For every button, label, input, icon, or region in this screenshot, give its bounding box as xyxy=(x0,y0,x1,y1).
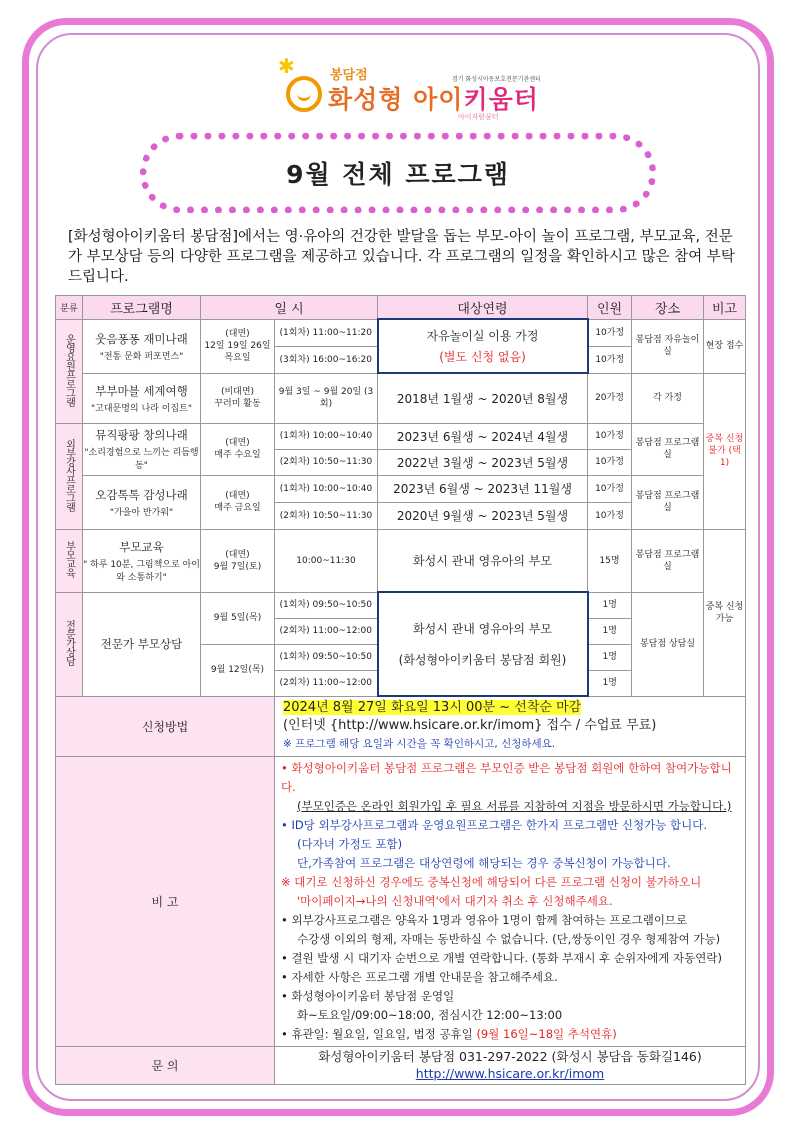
apply-label: 신청방법 xyxy=(56,696,275,756)
notes xyxy=(275,756,746,1046)
header-target: 대상연령 xyxy=(378,296,588,320)
time-slot: 10:00~11:30 xyxy=(275,529,378,592)
time-slot: (3회차) 16:00~16:20 xyxy=(275,346,378,373)
people-count: 1명 xyxy=(588,592,632,618)
note-item: 단,가족참여 프로그램은 대상연령에 해당되는 경우 중복신청이 가능합니다. xyxy=(297,855,671,870)
smile-face-icon xyxy=(286,76,322,112)
note-item: • 외부강사프로그램은 양육자 1명과 영유아 1명이 함께 참여하는 프로그램이므로 xyxy=(281,912,688,927)
people-count: 10가정 xyxy=(588,423,632,449)
note-item: • 자세한 사항은 프로그램 개별 안내문을 참고해주세요. xyxy=(281,969,558,984)
note-item: 화~토요일/09:00~18:00, 점심시간 12:00~13:00 xyxy=(297,1007,563,1022)
inquiry-link[interactable]: http://www.hsicare.or.kr/imom xyxy=(415,1066,605,1082)
program-name: 부모교육 " 하루 10분, 그림책으로 아이와 소통하기" xyxy=(83,529,201,592)
program-name: 오감톡톡 감성나래 "가을아 반가워" xyxy=(83,475,201,529)
program-name: 전문가 부모상담 xyxy=(83,592,201,696)
header-schedule: 일 시 xyxy=(201,296,378,320)
note-item: (9월 16일~18일 추석연휴) xyxy=(476,1026,617,1041)
note-item: • 화성형아이키움터 봉담점 운영일 xyxy=(281,988,455,1003)
target-age: 화성시 관내 영유아의 부모 (화성형아이키움터 봉담점 회원) xyxy=(378,592,588,696)
header-place: 장소 xyxy=(632,296,704,320)
people-count: 10가정 xyxy=(588,449,632,475)
category-parent-edu: 부모교육 xyxy=(56,529,83,592)
place: 봉담점 프로그램실 xyxy=(632,475,704,529)
program-name: 부부마블 세계여행 "고대문명의 나라 이집트" xyxy=(83,373,201,423)
people-count: 10가정 xyxy=(588,319,632,346)
people-count: 10가정 xyxy=(588,502,632,529)
apply-date: 2024년 8월 27일 화요일 13시 00분 ~ 선착순 마감 xyxy=(283,700,582,716)
page-title: 9월 전체 프로그램 xyxy=(286,160,510,189)
people-count: 15명 xyxy=(588,529,632,592)
notes-label: 비 고 xyxy=(56,756,275,1046)
people-count: 10가정 xyxy=(588,346,632,373)
place: 봉담점 상담실 xyxy=(632,592,704,696)
note-item: • 화성형아이키움터 봉담점 프로그램은 부모인증 받은 봉담점 회원에 한하여 참여가능합니다. xyxy=(281,760,732,794)
time-slot: 9월 3일 ~ 9월 20일 (3회) xyxy=(275,373,378,423)
time-slot: (1회차) 10:00~10:40 xyxy=(275,423,378,449)
program-day: (비대면) 꾸러미 활동 xyxy=(201,373,275,423)
logo-branch: 봉담점 xyxy=(330,68,368,83)
header-program: 프로그램명 xyxy=(83,296,201,320)
time-slot: (2회차) 11:00~12:00 xyxy=(275,618,378,644)
header-category: 분류 xyxy=(56,296,83,320)
note-onsite: 현장 접수 xyxy=(704,319,746,373)
intro-text: [화성형아이키움터 봉담점]에서는 영·유아의 건강한 발달을 돕는 부모-아이 놀이 프로그램, 부모교육, 전문가 부모상담 등의 다양한 프로그램을 제공하고 있습니다. 각 프로그램의 일정을 확인하시고 많은 참여 부탁드립니다. xyxy=(68,229,735,285)
category-operational: 운영요원프로그램 xyxy=(56,319,83,423)
program-name: 뮤직팡팡 창의나래 "소리경험으로 느끼는 리듬행동" xyxy=(83,423,201,475)
logo-name xyxy=(328,80,539,116)
target-age: 화성시 관내 영유아의 부모 xyxy=(378,529,588,592)
place: 각 가정 xyxy=(632,373,704,423)
target-age: 2023년 6월생 ~ 2024년 4월생 xyxy=(378,423,588,449)
logo-name-a: 화성형 아이 xyxy=(328,85,464,114)
logo-gov: 경기 화성시아동보호전문기관센터 xyxy=(452,76,541,83)
logo-tagline: 아이자람꿈터 xyxy=(458,113,499,121)
program-day: (대면) 매주 금요일 xyxy=(201,475,275,529)
people-count: 20가정 xyxy=(588,373,632,423)
people-count: 1명 xyxy=(588,670,632,696)
note-item: • 휴관일: 월요일, 일요일, 법정 공휴일 xyxy=(281,1026,473,1041)
note-no-duplicate: 중복 신청 불가 (택1) xyxy=(704,373,746,529)
note-item: (다자녀 가정도 포함) xyxy=(297,836,403,851)
note-item: • 결원 발생 시 대기자 순번으로 개별 연락합니다. (통화 부재시 후 순위자에게 자동연락) xyxy=(281,950,722,965)
category-external: 외부강사프로그램 xyxy=(56,423,83,529)
target-age: 2018년 1월생 ~ 2020년 8월생 xyxy=(378,373,588,423)
target-age: 자유놀이실 이용 가정 (별도 신청 없음) xyxy=(378,319,588,373)
title-box xyxy=(140,133,656,213)
program-day: 9월 5일(목) xyxy=(201,592,275,644)
program-table xyxy=(55,295,746,1085)
note-item: 수강생 이외의 형제, 자매는 동반하실 수 없습니다. (단,쌍둥이인 경우 형제참여 가능) xyxy=(297,931,721,946)
inquiry-info xyxy=(275,1046,746,1084)
program-day: 9월 12일(목) xyxy=(201,644,275,696)
place: 봉담점 프로그램실 xyxy=(632,423,704,475)
category-expert: 전문가상담 xyxy=(56,592,83,696)
place: 봉담점 프로그램실 xyxy=(632,529,704,592)
program-day: (대면) 매주 수요일 xyxy=(201,423,275,475)
header-note: 비고 xyxy=(704,296,746,320)
note-item: (부모인증은 온라인 회원가입 후 필요 서류를 지참하여 지점을 방문하시면 가능합니다.) xyxy=(297,798,732,813)
inquiry-label: 문 의 xyxy=(56,1046,275,1084)
star-icon: ✱ xyxy=(278,54,295,78)
logo-name-b: 키움터 xyxy=(463,85,539,114)
program-day: (대면) 12일 19일 26일 목요일 xyxy=(201,319,275,373)
people-count: 1명 xyxy=(588,644,632,670)
time-slot: (1회차) 09:50~10:50 xyxy=(275,592,378,618)
note-item: '마이페이지→나의 신청내역'에서 대기자 취소 후 신청해주세요. xyxy=(297,893,613,908)
target-age: 2023년 6월생 ~ 2023년 11월생 xyxy=(378,475,588,502)
time-slot: (1회차) 10:00~10:40 xyxy=(275,475,378,502)
time-slot: (1회차) 11:00~11:20 xyxy=(275,319,378,346)
note-duplicate-ok: 중복 신청 가능 xyxy=(704,529,746,696)
people-count: 10가정 xyxy=(588,475,632,502)
note-item: ※ 대기로 신청하신 경우에도 중복신청에 해당되어 다른 프로그램 신청이 불가하오니 xyxy=(281,874,702,889)
apply-caution: ※ 프로그램 해당 요일과 시간을 꼭 확인하시고, 신청하세요. xyxy=(283,738,556,751)
inquiry-contact: 화성형아이키움터 봉담점 031-297-2022 (화성시 봉담읍 동화길146) xyxy=(318,1049,702,1065)
program-name: 웃음퐁퐁 재미나래 "전통 문화 퍼포먼스" xyxy=(83,319,201,373)
apply-info xyxy=(275,696,746,756)
time-slot: (1회차) 09:50~10:50 xyxy=(275,644,378,670)
apply-method: (인터넷 {http://www.hsicare.or.kr/imom} 접수 / 수업료 무료) xyxy=(283,718,657,734)
logo xyxy=(272,54,572,126)
target-age: 2020년 9월생 ~ 2023년 5월생 xyxy=(378,502,588,529)
header-people: 인원 xyxy=(588,296,632,320)
time-slot: (2회차) 10:50~11:30 xyxy=(275,502,378,529)
time-slot: (2회차) 10:50~11:30 xyxy=(275,449,378,475)
target-age: 2022년 3월생 ~ 2023년 5월생 xyxy=(378,449,588,475)
program-day: (대면) 9월 7일(토) xyxy=(201,529,275,592)
people-count: 1명 xyxy=(588,618,632,644)
time-slot: (2회차) 11:00~12:00 xyxy=(275,670,378,696)
place: 봉담점 자유놀이실 xyxy=(632,319,704,373)
note-item: • ID당 외부강사프로그램과 운영요원프로그램은 한가지 프로그램만 신청가능 합니다. xyxy=(281,817,707,832)
